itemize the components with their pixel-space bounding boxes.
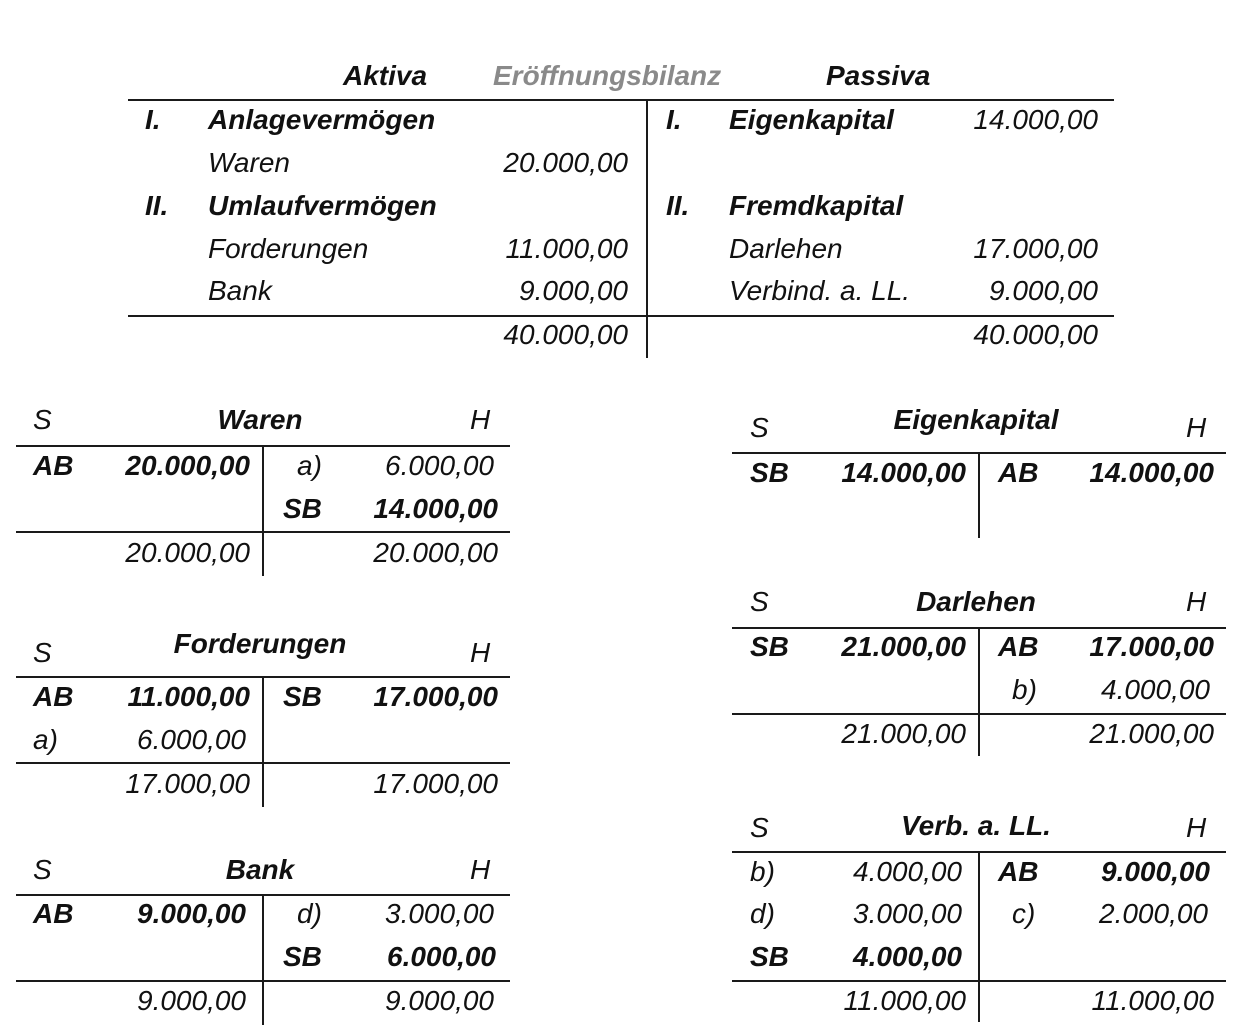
- darlehen-label: Darlehen: [729, 233, 843, 264]
- account-title: Eigenkapital: [893, 404, 1059, 435]
- haben-marker: H: [1186, 586, 1207, 617]
- fremdkapital-heading: Fremdkapital: [729, 190, 904, 221]
- aktiva-roman-1: I.: [145, 104, 161, 135]
- passiva-heading: Passiva: [826, 60, 931, 91]
- entry-value: 4.000,00: [853, 941, 962, 972]
- soll-marker: S: [750, 812, 769, 843]
- entry-label: a): [33, 724, 58, 755]
- passiva-roman-2: II.: [666, 190, 690, 221]
- entry-label: AB: [998, 856, 1039, 887]
- entry-value: 17.000,00: [373, 681, 498, 712]
- account-center-rule: [978, 453, 980, 538]
- balance-top-rule: [128, 99, 1114, 101]
- entry-label: SB: [750, 631, 789, 662]
- verbindlichkeiten-label: Verbind. a. LL.: [729, 275, 911, 306]
- sum-soll: 11.000,00: [843, 985, 966, 1016]
- entry-label: b): [750, 856, 775, 887]
- haben-marker: H: [1186, 412, 1207, 443]
- soll-marker: S: [33, 854, 52, 885]
- aktiva-heading: Aktiva: [343, 60, 428, 91]
- balance-title: Eröffnungsbilanz: [493, 60, 722, 91]
- account-sum-rule: [732, 713, 1226, 715]
- entry-label: d): [750, 898, 775, 929]
- entry-label: SB: [283, 493, 322, 524]
- entry-label: b): [1012, 674, 1037, 705]
- balance-sum-rule: [128, 315, 1114, 317]
- entry-label: AB: [33, 898, 74, 929]
- account-center-rule: [262, 446, 264, 576]
- aktiva-total: 40.000,00: [503, 319, 628, 350]
- passiva-total: 40.000,00: [973, 319, 1098, 350]
- account-title: Verb. a. LL.: [901, 810, 1051, 841]
- entry-value: 14.000,00: [1089, 457, 1214, 488]
- entry-value: 6.000,00: [385, 450, 494, 481]
- account-title: Forderungen: [173, 628, 347, 659]
- waren-label: Waren: [208, 147, 290, 178]
- bank-label: Bank: [208, 275, 272, 306]
- sum-soll: 21.000,00: [841, 718, 966, 749]
- soll-marker: S: [750, 586, 769, 617]
- soll-marker: S: [33, 637, 52, 668]
- entry-value: 3.000,00: [853, 898, 962, 929]
- entry-label: SB: [750, 457, 789, 488]
- entry-label: c): [1012, 898, 1036, 929]
- account-sum-rule: [16, 980, 510, 982]
- account-title: Bank: [225, 854, 295, 885]
- sum-soll: 20.000,00: [125, 537, 250, 568]
- account-center-rule: [978, 628, 980, 756]
- soll-marker: S: [33, 404, 52, 435]
- entry-value: 4.000,00: [1101, 674, 1210, 705]
- sum-soll: 9.000,00: [137, 985, 246, 1016]
- entry-value: 14.000,00: [841, 457, 966, 488]
- entry-value: 6.000,00: [387, 941, 496, 972]
- haben-marker: H: [470, 404, 491, 435]
- sum-haben: 9.000,00: [385, 985, 494, 1016]
- entry-value: 11.000,00: [127, 681, 250, 712]
- haben-marker: H: [1186, 812, 1207, 843]
- aktiva-roman-2: II.: [145, 190, 169, 221]
- sum-haben: 21.000,00: [1089, 718, 1214, 749]
- account-center-rule: [978, 852, 980, 1022]
- sum-haben: 11.000,00: [1091, 985, 1214, 1016]
- bank-value: 9.000,00: [519, 275, 628, 306]
- entry-value: 6.000,00: [137, 724, 246, 755]
- account-sum-rule: [16, 531, 510, 533]
- entry-label: d): [297, 898, 322, 929]
- entry-label: AB: [33, 681, 74, 712]
- account-title: Darlehen: [916, 586, 1036, 617]
- balance-center-rule: [646, 100, 648, 358]
- haben-marker: H: [470, 637, 491, 668]
- account-center-rule: [262, 677, 264, 807]
- umlaufvermoegen-heading: Umlaufvermögen: [208, 190, 437, 221]
- entry-value: 17.000,00: [1089, 631, 1214, 662]
- entry-value: 21.000,00: [841, 631, 966, 662]
- verbindlichkeiten-value: 9.000,00: [989, 275, 1098, 306]
- entry-value: 9.000,00: [1101, 856, 1210, 887]
- account-sum-rule: [732, 980, 1226, 982]
- passiva-roman-1: I.: [666, 104, 682, 135]
- soll-marker: S: [750, 412, 769, 443]
- entry-value: 4.000,00: [853, 856, 962, 887]
- entry-label: a): [297, 450, 322, 481]
- forderungen-label: Forderungen: [208, 233, 369, 264]
- anlagevermoegen-heading: Anlagevermögen: [208, 104, 436, 135]
- entry-label: SB: [283, 941, 322, 972]
- entry-label: AB: [998, 631, 1039, 662]
- eigenkapital-heading: Eigenkapital: [729, 104, 894, 135]
- eigenkapital-value: 14.000,00: [973, 104, 1098, 135]
- entry-value: 14.000,00: [373, 493, 498, 524]
- entry-label: SB: [750, 941, 789, 972]
- entry-value: 3.000,00: [385, 898, 494, 929]
- darlehen-value: 17.000,00: [973, 233, 1098, 264]
- account-sum-rule: [16, 762, 510, 764]
- entry-value: 9.000,00: [137, 898, 246, 929]
- entry-value: 2.000,00: [1099, 898, 1208, 929]
- entry-label: SB: [283, 681, 322, 712]
- account-title: Waren: [217, 404, 303, 435]
- waren-value: 20.000,00: [503, 147, 628, 178]
- entry-value: 20.000,00: [125, 450, 250, 481]
- haben-marker: H: [470, 854, 491, 885]
- entry-label: AB: [33, 450, 74, 481]
- entry-label: AB: [998, 457, 1039, 488]
- sum-haben: 17.000,00: [373, 768, 498, 799]
- sum-haben: 20.000,00: [373, 537, 498, 568]
- sum-soll: 17.000,00: [125, 768, 250, 799]
- account-center-rule: [262, 895, 264, 1025]
- forderungen-value: 11.000,00: [505, 233, 628, 264]
